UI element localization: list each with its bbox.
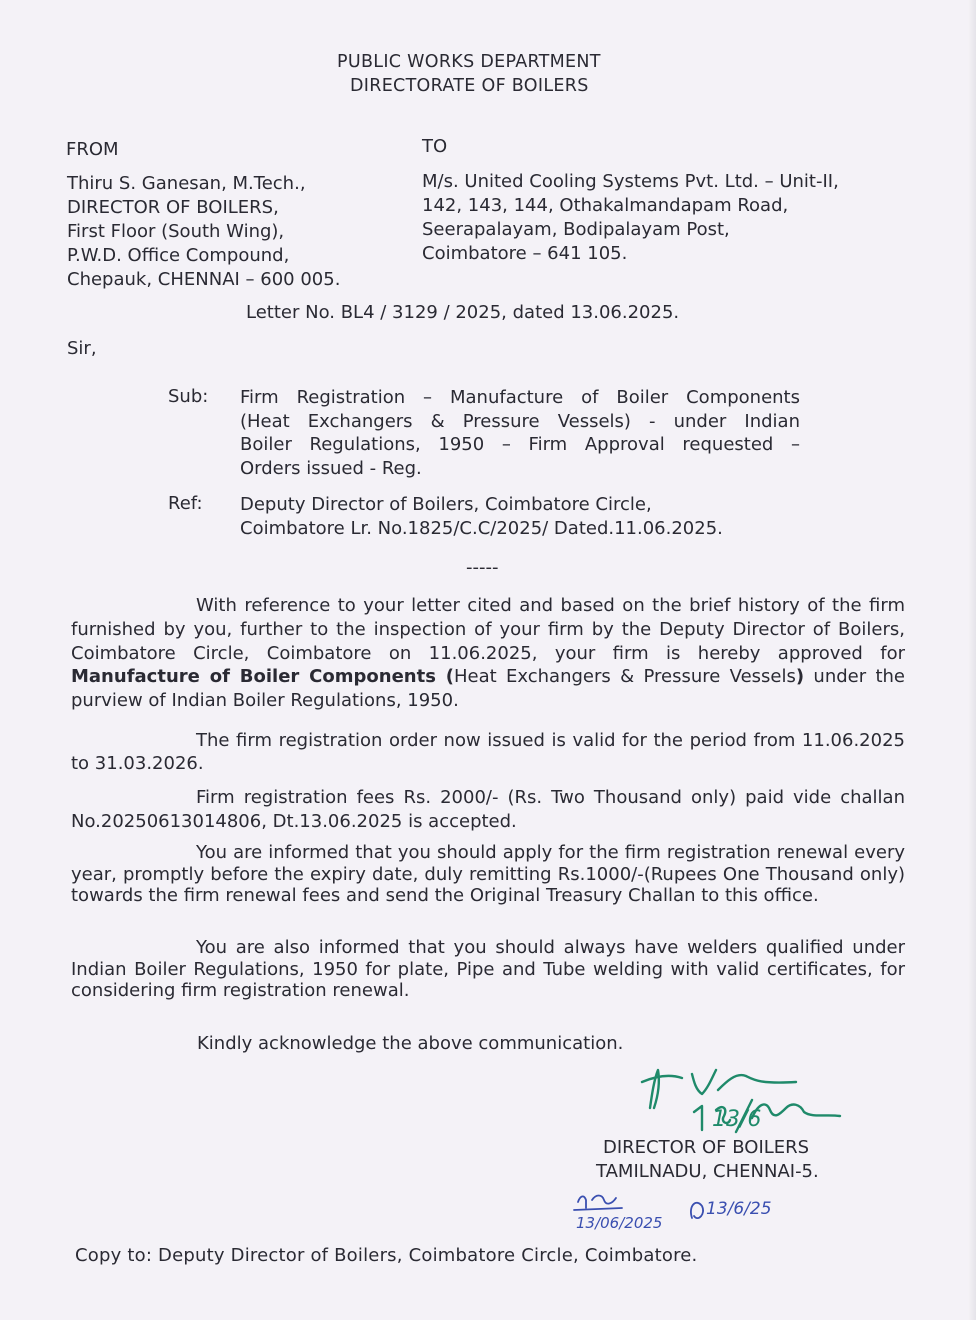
subject-text <box>240 386 800 480</box>
signature-stroke <box>692 1070 716 1094</box>
signature-stroke <box>718 1075 796 1090</box>
note-scribble <box>578 1196 586 1208</box>
para1-text: under the purview of Indian Boiler Regulations, 1950. <box>71 666 906 712</box>
paragraph-renewal <box>71 842 905 907</box>
reference-text <box>240 493 723 540</box>
reference-label: Ref: <box>168 493 203 514</box>
signature-stroke <box>752 1104 840 1118</box>
para1-bold: ) <box>795 666 805 688</box>
signatory-location: TAMILNADU, CHENNAI-5. <box>596 1161 819 1182</box>
to-address <box>422 170 839 266</box>
closing-line: Kindly acknowledge the above communication. <box>197 1033 624 1054</box>
to-line: Coimbatore – 641 105. <box>422 243 628 264</box>
separator: ----- <box>466 557 499 578</box>
para4-text: You are informed that you should apply for the firm registration renewal every year, promptly before the expiry date, duly remitting Rs.1000/-(Rupees One Thousand only) towards the firm renewal fees and send the Original Treasury Challan to this office. <box>71 842 905 907</box>
reference-line: Deputy Director of Boilers, Coimbatore Circle, <box>240 494 652 515</box>
to-label: TO <box>422 136 448 157</box>
paragraph-approval <box>71 594 905 713</box>
copy-to: Copy to: Deputy Director of Boilers, Coimbatore Circle, Coimbatore. <box>75 1245 698 1266</box>
note-scribble <box>592 1196 616 1204</box>
handwritten-initial <box>686 1188 786 1228</box>
subject-line: Orders issued - Reg. <box>240 457 422 479</box>
directorate-title: DIRECTORATE OF BOILERS <box>350 76 589 96</box>
page-edge-shadow <box>968 0 976 1320</box>
subject-line: (Heat Exchangers & Pressure Vessels) - under Indian <box>240 410 800 432</box>
from-label: FROM <box>66 139 119 160</box>
signature-date: 13/6 <box>712 1107 762 1132</box>
para2-text: The firm registration order now issued is valid for the period from 11.06.2025 to 31.03.2026. <box>71 730 905 774</box>
paragraph-fees <box>71 786 905 833</box>
from-line: Chepauk, CHENNAI – 600 005. <box>67 269 341 290</box>
from-line: P.W.D. Office Compound, <box>67 245 290 266</box>
note-date: 13/06/2025 <box>576 1214 663 1232</box>
subject-label: Sub: <box>168 386 209 407</box>
para1-text: Heat Exchangers & Pressure Vessels <box>454 666 796 688</box>
letter-number: Letter No. BL4 / 3129 / 2025, dated 13.06.2025. <box>246 302 680 323</box>
signature-stroke <box>642 1076 682 1082</box>
signature-mark <box>636 1060 850 1142</box>
department-title: PUBLIC WORKS DEPARTMENT <box>337 52 601 72</box>
from-line: Thiru S. Ganesan, M.Tech., <box>67 173 306 194</box>
para3-text: Firm registration fees Rs. 2000/- (Rs. Two Thousand only) paid vide challan No.20250613014806, Dt.13.06.2025 is accepted. <box>71 787 905 832</box>
to-line: 142, 143, 144, Othakalmandapam Road, <box>422 195 789 216</box>
para1-bold: Manufacture of Boiler Components ( <box>71 666 455 688</box>
paragraph-validity <box>71 730 905 775</box>
para5-text: You are also informed that you should always have welders qualified under Indian Boiler Regulations, 1950 for plate, Pipe and Tube welding with valid certificates, for considering firm registration renewal. <box>71 937 905 1002</box>
signature-stroke <box>650 1070 659 1108</box>
para1-text: With reference to your letter cited and based on the brief history of the firm furnished by you, further to the inspection of your firm by the Deputy Director of Boilers, Coimbatore Circle, Coimbatore on 11.06.2025, your firm is hereby approved for <box>71 595 905 664</box>
handwritten-note <box>570 1188 670 1234</box>
from-address <box>67 172 340 292</box>
from-line: First Floor (South Wing), <box>67 221 285 242</box>
initial-date: 13/6/25 <box>706 1199 772 1219</box>
note-underline <box>574 1208 622 1210</box>
reference-line: Coimbatore Lr. No.1825/C.C/2025/ Dated.11.06.2025. <box>240 517 723 539</box>
signature-stroke <box>694 1106 702 1130</box>
from-line: DIRECTOR OF BOILERS, <box>67 197 279 218</box>
subject-line: Boiler Regulations, 1950 – Firm Approval requested – <box>240 434 800 455</box>
initial-stroke <box>691 1203 703 1218</box>
to-line: Seerapalayam, Bodipalayam Post, <box>422 219 730 240</box>
subject-line: Firm Registration – Manufacture of Boiler Components <box>240 387 800 408</box>
paragraph-welders <box>71 937 905 1002</box>
to-line: M/s. United Cooling Systems Pvt. Ltd. – Unit-II, <box>422 171 839 192</box>
signatory-title: DIRECTOR OF BOILERS <box>603 1137 810 1158</box>
salutation: Sir, <box>67 338 97 359</box>
